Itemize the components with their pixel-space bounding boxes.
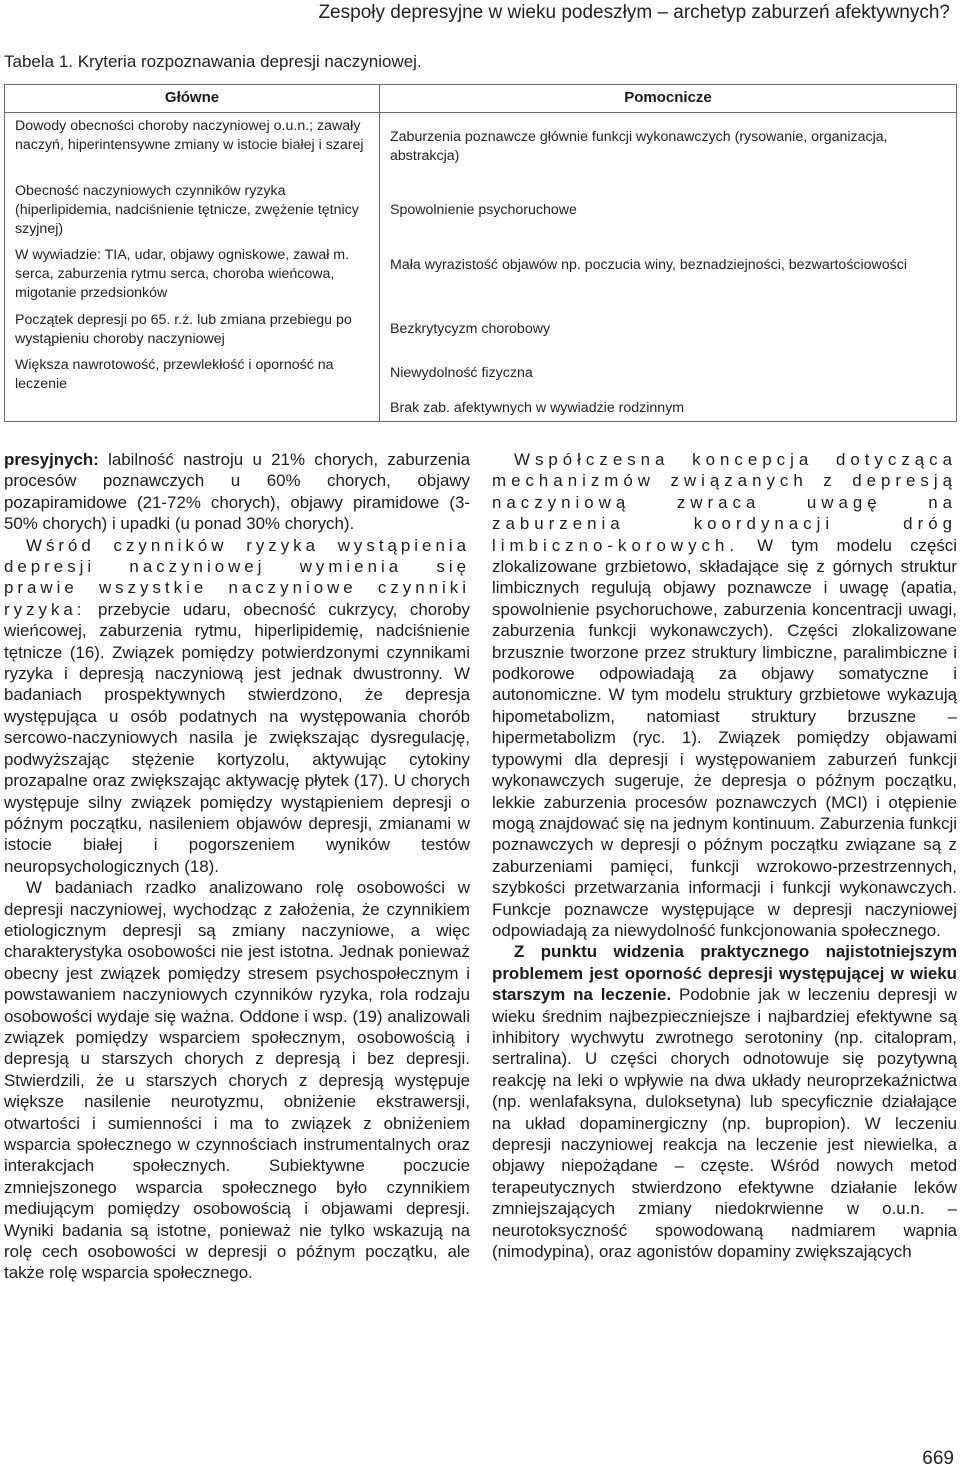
column-header-aux: Pomocnicze bbox=[624, 89, 712, 106]
main-criterion: Dowody obecności choroby naczyniowej o.u.n.; zawały naczyń, hiperintensywne zmiany w istocie białej i szarej bbox=[15, 118, 364, 153]
aux-criterion: Brak zab. afektywnych w wywiadzie rodzinnym bbox=[390, 400, 685, 416]
paragraph bbox=[4, 535, 470, 878]
bold-lead: Z punktu widzenia praktycznego najistotniejszym problemem jest oporność depresji występującej w wieku starszym na leczenie. bbox=[492, 942, 957, 1005]
paragraph-text: labilność nastroju u 21% chorych, zaburzenia procesów poznawczych u 60% chorych, objawy pozapiramidowe (21-72% chorych), objawy piramidowe (3-50% chorych) i upadki (u ponad 30% chorych). bbox=[4, 450, 470, 534]
paragraph-text: przebycie udaru, obecność cukrzycy, choroby wieńcowej, zaburzenia rytmu, hiperlipidemię, nadciśnienie tętnicze (16). Związek pomiędzy potwierdzonymi czynnikami ryzyka i depresją naczyniową jest jednak dwustronny. W badaniach prospektywnych stwierdzono, że depresja występująca u osób podatnych na występowania chorób sercowo-naczyniowych nasila je zwiększając dysregulację, podwyższając stężenie kortyzolu, aktywując cytokiny prozapalne oraz zwiększając aktywację płytek (17). U chorych występuje silny związek pomiędzy wystąpieniem depresji o późnym początku, nasileniem objawów depresji, zmianami w istocie białej i pogorszeniem wyników testów neuropsychologicznych (18). bbox=[4, 599, 470, 876]
main-criterion: Większa nawrotowość, przewlekłość i oporność na leczenie bbox=[15, 357, 334, 392]
left-column bbox=[4, 449, 470, 1284]
aux-criterion: Mała wyrazistość objawów np. poczucia winy, beznadziejności, bezwartościowości bbox=[390, 257, 908, 273]
paragraph bbox=[492, 941, 957, 1262]
paragraph-text: W tym modelu części zlokalizowane grzbietowo, składające się z górnych struktur limbicznych regulują objawy poznawcze i uwagę (apatia, spowolnienie psychoruchowe, zaburzenia koncentracji uwagi, zaburzenia funkcji wykonawczych). Części zlokalizowane brzusznie tworzone przez struktury limbiczne, paralimbiczne i podkorowe odpowiadają za objawy somatyczne i autonomiczne. W tym modelu struktury grzbietowe wykazują hipometabolizm, natomiast struktury brzuszne – hipermetabolizm (ryc. 1). Związek pomiędzy objawami typowymi dla depresji i występowaniem zaburzeń funkcji wykonawczych sugeruje, że depresja o późnym początku, lekkie zaburzenia procesów poznawczych (MCI) i otępienie mogą znajdować się na jednym kontinuum. Zaburzenia funkcji poznawczych w depresji o późnym początku związane są z zaburzeniami pamięci, funkcji wzrokowo-przestrzennych, szybkości przetwarzania informacji i funkcji wykonawczych. Funkcje poznawcze występujące w depresji naczyniowej odpowiadają za niewydolność funkcjonowania społecznego. bbox=[492, 535, 957, 940]
main-criterion: W wywiadzie: TIA, udar, objawy ogniskowe, zawał m. serca, zaburzenia rytmu serca, choroba wieńcowa, migotanie przedsionków bbox=[15, 247, 350, 301]
aux-criterion: Zaburzenia poznawcze głównie funkcji wykonawczych (rysowanie, organizacja, abstrakcja) bbox=[390, 129, 888, 164]
criteria-table bbox=[4, 84, 957, 422]
aux-criterion: Niewydolność fizyczna bbox=[390, 365, 533, 381]
running-header: Zespoły depresyjne w wieku podeszłym – archetyp zaburzeń afektywnych? bbox=[318, 2, 950, 23]
right-column bbox=[492, 449, 957, 1262]
column-header-main: Główne bbox=[164, 89, 220, 106]
paragraph bbox=[4, 449, 470, 535]
spaced-lead: Współczesna koncepcja dotycząca mechanizmów związanych z depresją naczyniową zwraca uwagę na zaburzenia koordynacji dróg limbiczno-korowych. bbox=[492, 450, 957, 555]
header-rule bbox=[5, 112, 956, 113]
main-criterion: Początek depresji po 65. r.ż. lub zmiana przebiegu po wystąpieniu choroby naczyniowej bbox=[15, 312, 352, 347]
paragraph-text: Podobnie jak w leczeniu depresji w wieku średnim najbezpieczniejsze i najbardziej efektywne są inhibitory wychwytu zwrotnego serotoniny (np. citalopram, sertralina). U części chorych odnotowuje się pozytywną reakcję na leki o wpływie na dwa układy neuroprzekaźnictwa (np. wenlafaksyna, duloksetyna) lub specyficznie działające na układ dopaminergiczny (np. bupropion). W leczeniu depresji naczyniowej reakcja na leczenie jest niewielka, a objawy niepożądane – częste. Wśród nowych metod terapeutycznych stwierdzono efektywne działanie leków zmniejszających zmiany niedokrwienne w o.u.n. – neurotoksyczność spowodowaną nadmiarem wapnia (nimodypina), oraz agonistów dopaminy zwiększających bbox=[492, 985, 957, 1262]
column-divider bbox=[379, 85, 380, 421]
bold-lead: presyjnych: bbox=[4, 450, 99, 469]
aux-criterion: Spowolnienie psychoruchowe bbox=[390, 202, 577, 218]
main-criterion: Obecność naczyniowych czynników ryzyka (hiperlipidemia, nadciśnienie tętnicze, zwężenie tętnicy szyjnej) bbox=[15, 183, 359, 237]
paragraph: W badaniach rzadko analizowano rolę osobowości w depresji naczyniowej, wychodząc z założenia, że czynnikiem etiologicznym depresji są zmiany naczyniowe, a więc charakterystyka osobowości nie jest istotna. Jednak ponieważ obecny jest związek pomiędzy stresem psychospołecznym i powstawaniem naczyniowych czynników ryzyka, rola rodzaju osobowości wydaje się ważna. Oddone i wsp. (19) analizowali związek pomiędzy wsparciem społecznym, osobowością i depresją u starszych chorych z depresją i bez depresji. Stwierdzili, że u starszych chorych z depresją występuje większe nasilenie neurotyzmu, obniżenie ekstrawersji, otwartości i sumienności i ma to związek z obniżeniem wsparcia społecznego w czynnościach instrumentalnych oraz interakcjach społecznych. Subiektywne poczucie zmniejszonego wsparcia społecznego było czynnikiem mediującym pomiędzy osobowością i objawami depresji. Wyniki badania są istotne, ponieważ nie tylko wskazują na rolę cech osobowości w depresji o późnym początku, ale także rolę wsparcia społecznego. bbox=[4, 878, 470, 1283]
spaced-lead: Wśród czynników ryzyka wystąpienia depresji naczyniowej wymienia się prawie wszystkie naczyniowe czynniki ryzyka: bbox=[4, 535, 470, 619]
table-caption: Tabela 1. Kryteria rozpoznawania depresji naczyniowej. bbox=[4, 52, 422, 71]
paragraph bbox=[492, 449, 957, 941]
aux-criterion: Bezkrytycyzm chorobowy bbox=[390, 321, 551, 337]
page-number: 669 bbox=[922, 1448, 954, 1469]
